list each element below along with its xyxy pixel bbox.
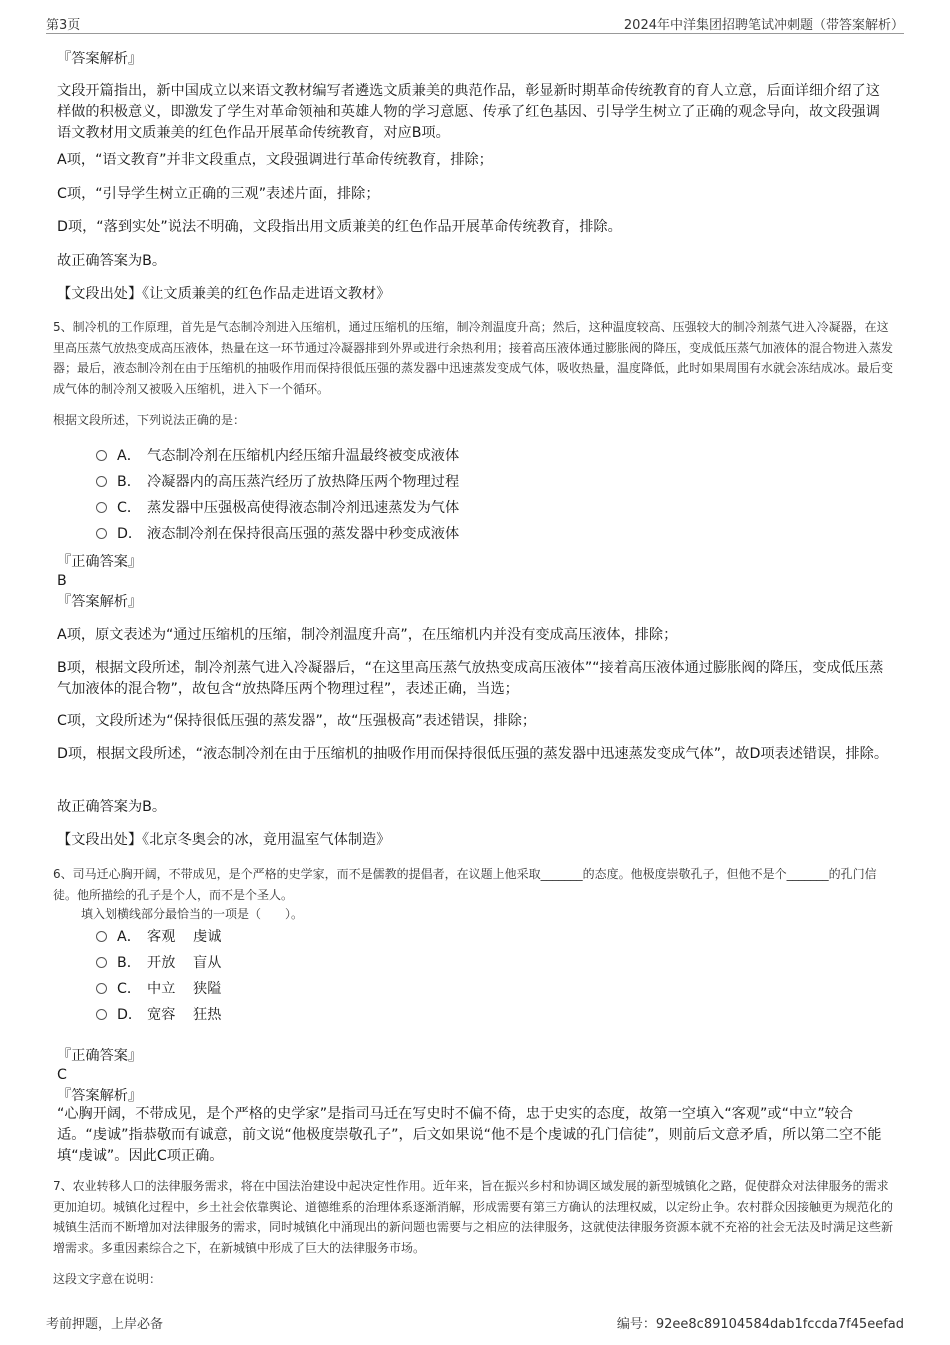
analysis-option-c: C项，文段所述为“保持很低压强的蒸发器”，故“压强极高”表述错误，排除； <box>57 713 537 729</box>
option-c[interactable]: C． 中立 狭隘 <box>96 978 221 1000</box>
radio-button[interactable] <box>96 957 107 968</box>
option-d[interactable]: D． 液态制冷剂在保持很高压强的蒸发器中秒变成液体 <box>96 523 459 545</box>
analysis-label: 『答案解析』 <box>57 594 143 610</box>
radio-button[interactable] <box>96 1009 107 1020</box>
option-b[interactable]: B． 冷凝器内的高压蒸汽经历了放热降压两个物理过程 <box>96 471 459 493</box>
analysis-option-a: A项，“语文教育”并非文段重点，文段强调进行革命传统教育，排除； <box>57 152 493 168</box>
header-divider <box>46 33 904 34</box>
radio-button[interactable] <box>96 502 107 513</box>
analysis-label: 『答案解析』 <box>57 51 143 67</box>
question-stem: 6、司马迁心胸开阔，不带成见，是个严格的史学家，而不是儒教的提倡者，在议题上他采取_______的态度。他极度崇敬孔子，但他不是个_______的孔门信徒。他所描绘的孔子是个人，而不是个圣人。 <box>53 867 877 902</box>
page-header <box>46 14 904 32</box>
analysis-paragraph: “心胸开阔，不带成见，是个严格的史学家”是指司马迁在写史时不偏不倚，忠于史实的态度，故第一空填入“客观”或“中立”较合适。“虔诚”指恭敬而有诚意，前文说“他极度崇敬孔子”，后文如果说“他不是个虔诚的孔门信徒”，则前后文意矛盾，所以第二空不能填“虔诚”。因此C项正确。 <box>57 1106 882 1164</box>
correct-answer-label: 『正确答案』 <box>57 554 143 570</box>
radio-button[interactable] <box>96 983 107 994</box>
question-stem: 7、农业转移人口的法律服务需求，将在中国法治建设中起决定性作用。近年来，旨在振兴乡村和协调区域发展的新型城镇化之路，促使群众对法律服务的需求更加迫切。城镇化过程中，乡土社会依靠舆论、道德维系的治理体系逐渐消解，形成需要有第三方确认的法理权威，以定纷止争。农村群众因接触更为规范化的城镇生活而不断增加对法律服务的需求，同时城镇化中涌现出的新问题也需要与之相应的法律服务，这就使法律服务资源本就不充裕的社会无法及时满足这些新增需求。多重因素综合之下，在新城镇中形成了巨大的法律服务市场。 <box>53 1179 894 1255</box>
analysis-option-a: A项，原文表述为“通过压缩机的压缩，制冷剂温度升高”，在压缩机内并没有变成高压液体，排除； <box>57 627 678 643</box>
analysis-option-c: C项，“引导学生树立正确的三观”表述片面，排除； <box>57 186 380 202</box>
correct-answer: B <box>57 573 67 589</box>
question-prompt: 这段文字意在说明： <box>53 1272 162 1286</box>
correct-answer: C <box>57 1067 67 1083</box>
answer-conclusion: 故正确答案为B。 <box>57 799 167 815</box>
option-a[interactable]: A． 客观 虔诚 <box>96 926 221 948</box>
analysis-paragraph: 文段开篇指出，新中国成立以来语文教材编写者遴选文质兼美的典范作品，彰显新时期革命传统教育的育人立意，后面详细介绍了这样做的积极意义，即激发了学生对革命领袖和英雄人物的学习意愿、传承了红色基因、引导学生树立了正确的观念导向，故文段强调语文教材用文质兼美的红色作品开展革命传统教育，对应B项。 <box>57 83 880 141</box>
radio-button[interactable] <box>96 528 107 539</box>
answer-conclusion: 故正确答案为B。 <box>57 253 167 269</box>
analysis-label: 『答案解析』 <box>57 1088 143 1104</box>
source-citation: 【文段出处】《北京冬奥会的冰，竟用温室气体制造》 <box>57 832 391 848</box>
page-number: 第3页 <box>46 18 81 33</box>
radio-button[interactable] <box>96 931 107 942</box>
option-d[interactable]: D． 宽容 狂热 <box>96 1004 221 1026</box>
radio-button[interactable] <box>96 450 107 461</box>
question-prompt: 根据文段所述，下列说法正确的是： <box>53 413 246 427</box>
option-a[interactable]: A． 气态制冷剂在压缩机内经压缩升温最终被变成液体 <box>96 445 459 467</box>
correct-answer-label: 『正确答案』 <box>57 1048 143 1064</box>
footer-slogan: 考前押题，上岸必备 <box>46 1317 164 1332</box>
analysis-option-b: B项，根据文段所述，制冷剂蒸气进入冷凝器后，“在这里高压蒸气放热变成高压液体”“接着高压液体通过膨胀阀的降压，变成低压蒸气加液体的混合物”，故包含“放热降压两个物理过程”，表述正确，当选； <box>57 660 884 697</box>
analysis-option-d: D项，“落到实处”说法不明确，文段指出用文质兼美的红色作品开展革命传统教育，排除。 <box>57 219 622 235</box>
source-citation: 【文段出处】《让文质兼美的红色作品走进语文教材》 <box>57 286 391 302</box>
radio-button[interactable] <box>96 476 107 487</box>
analysis-option-d: D项，根据文段所述，“液态制冷剂在由于压缩机的抽吸作用而保持很低压强的蒸发器中迅速蒸发变成气体”，故D项表述错误，排除。 <box>57 746 889 762</box>
question-stem: 5、制冷机的工作原理，首先是气态制冷剂进入压缩机，通过压缩机的压缩，制冷剂温度升高；然后，这种温度较高、压强较大的制冷剂蒸气进入冷凝器，在这里高压蒸气放热变成高压液体，热量在这一环节通过冷凝器排到外界或进行余热利用；接着高压液体通过膨胀阀的降压，变成低压蒸气加液体的混合物进入蒸发器；最后，液态制冷剂在由于压缩机的抽吸作用而保持很低压强的蒸发器中迅速蒸发变成气体，吸收热量，温度降低，此时如果周围有水就会冻结成冰。最后变成气体的制冷剂又被吸入压缩机，进入下一个循环。 <box>53 320 894 396</box>
option-c[interactable]: C． 蒸发器中压强极高使得液态制冷剂迅速蒸发为气体 <box>96 497 459 519</box>
document-id: 编号：92ee8c89104584dab1fccda7f45eefad <box>616 1317 904 1332</box>
question-prompt: 填入划横线部分最恰当的一项是（ ）。 <box>81 907 304 921</box>
document-title: 2024年中洋集团招聘笔试冲刺题（带答案解析） <box>623 18 904 33</box>
page-footer <box>46 1313 904 1331</box>
option-b[interactable]: B． 开放 盲从 <box>96 952 221 974</box>
